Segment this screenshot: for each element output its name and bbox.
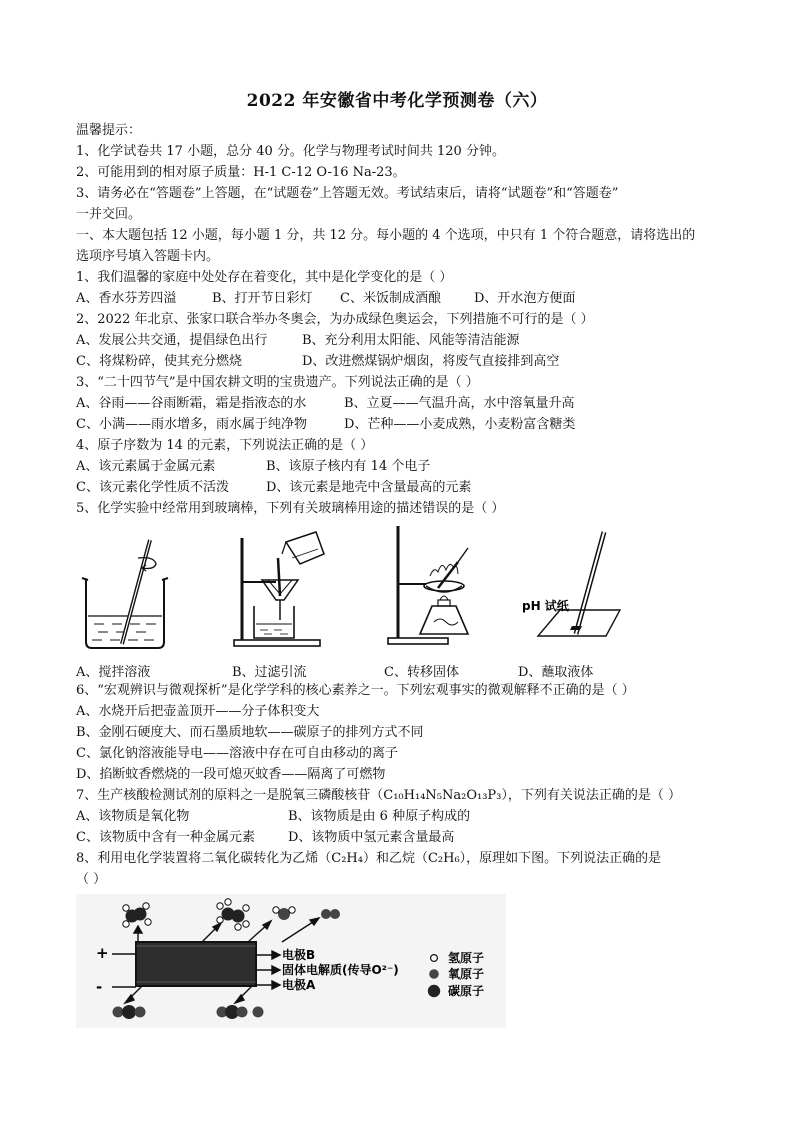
q6-option-b: B、金刚石硬度大、而石墨质地软——碳原子的排列方式不同 [76,725,424,740]
electrochemical-diagram [76,894,506,1028]
q3-option-a: A、谷雨——谷雨断霜，霜是指液态的水 [76,396,307,411]
question-2-stem: 2、2022 年北京、张家口联合举办冬奥会，为办成绿色奥运会，下列措施不可行的是（ ） [76,312,594,327]
carbon-dioxide-molecule [113,1005,146,1019]
q1-option-a: A、香水芬芳四溢 [76,291,177,306]
q4-option-a: A、该元素属于金属元素 [76,459,216,474]
page-title: 2022 年安徽省中考化学预测卷（六） [246,91,548,111]
legend-oxygen: 氧原子 [448,967,485,981]
q1-option-d: D、开水泡方便面 [474,291,576,306]
question-6-stem: 6、“宏观辨识与微观探析”是化学学科的核心素养之一。下列宏观事实的微观解释不正确的是（ ） [76,683,635,698]
q5-option-a: A、搅拌溶液 [76,665,151,680]
tips-item: 一并交回。 [76,207,142,222]
q7-option-c: C、该物质中含有一种金属元素 [76,830,255,845]
q6-option-d: D、掐断蚊香燃烧的一段可熄灭蚊香——隔离了可燃物 [76,767,386,782]
q1-option-b: B、打开节日彩灯 [212,291,313,306]
q7-option-a: A、该物质是氧化物 [76,809,190,824]
question-8-stem: 8、利用电化学装置将二氧化碳转化为乙烯（C₂H₄）和乙烷（C₂H₆），原理如下图。下列说法正确的是 [76,851,662,866]
stirring-figure [82,532,182,650]
q2-option-b: B、充分利用太阳能、风能等清洁能源 [302,333,520,348]
carbon-dioxide-molecule [217,1005,248,1019]
q6-option-c: C、氯化钠溶液能导电——溶液中存在可自由移动的离子 [76,746,398,761]
q2-option-a: A、发展公共交通，提倡绿色出行 [76,333,268,348]
q4-option-d: D、该元素是地壳中含量最高的元素 [266,480,472,495]
q7-option-b: B、该物质是由 6 种原子构成的 [288,809,471,824]
q5-option-c: C、转移固体 [384,665,459,680]
question-7-stem: 7、生产核酸检测试剂的原料之一是脱氧三磷酸核苷（C₁₀H₁₄N₅Na₂O₁₃P₃），下列有关说法正确的是（ ） [76,788,681,803]
electrolyte-label: 固体电解质(传导O²⁻) [282,963,399,977]
tips-header: 温馨提示： [76,123,142,138]
evaporation-figure [386,522,486,646]
q2-option-d: D、改进燃煤锅炉烟囱，将废气直接排到高空 [302,354,560,369]
q7-option-d: D、该物质中氢元素含量最高 [288,830,455,845]
section-instruction: 一、本大题包括 12 小题，每小题 1 分，共 12 分。每小题的 4 个选项，中只有 1 个符合题意，请将选出的 [76,228,696,243]
question-1-stem: 1、我们温馨的家庭中处处存在着变化，其中是化学变化的是（ ） [76,270,453,285]
ph-paper-label: pH 试纸 [522,599,569,613]
oxygen-atom [253,1007,264,1018]
question-5-stem: 5、化学实验中经常用到玻璃棒，下列有关玻璃棒用途的描述错误的是（ ） [76,501,505,516]
q8-answer-blank: （ ） [76,872,107,887]
q5-option-b: B、过滤引流 [232,665,307,680]
tips-item: 3、请务必在“答题卷”上答题，在“试题卷”上答题无效。考试结束后，请将“试题卷”和“答题卷” [76,186,619,201]
electrode-b-label: 电极B [282,948,316,962]
question-4-stem: 4、原子序数为 14 的元素，下列说法正确的是（ ） [76,438,374,453]
legend-hydrogen: 氢原子 [448,951,485,965]
electrode-a-label: 电极A [282,978,316,992]
q2-option-c: C、将煤粉碎，使其充分燃烧 [76,354,242,369]
q6-option-a: A、水烧开后把壶盖顶开——分子体积变大 [76,704,320,719]
positive-terminal: + [96,944,109,962]
q3-option-b: B、立夏——气温升高，水中溶氧量升高 [344,396,575,411]
question-3-stem: 3、“二十四节气”是中国农耕文明的宝贵遗产。下列说法正确的是（ ） [76,375,479,390]
legend-carbon: 碳原子 [448,984,485,998]
oxygen-atom-icon [429,969,439,979]
q4-option-c: C、该元素化学性质不活泼 [76,480,229,495]
q3-option-d: D、芒种——小麦成熟，小麦粉富含糖类 [344,417,576,432]
negative-terminal: - [96,978,103,996]
q1-option-c: C、米饭制成酒酿 [340,291,441,306]
section-instruction: 选项序号填入答题卡内。 [76,249,220,264]
ph-test-figure [520,530,640,650]
filtration-figure [228,528,338,648]
tips-item: 2、可能用到的相对原子质量：H-1 C-12 O-16 Na-23。 [76,165,406,180]
hydrogen-atom-icon [431,955,438,962]
carbon-atom-icon [428,985,440,997]
q4-option-b: B、该原子核内有 14 个电子 [266,459,431,474]
q3-option-c: C、小满——雨水增多，雨水属于纯净物 [76,417,307,432]
q5-option-d: D、蘸取液体 [518,665,594,680]
tips-item: 1、化学试卷共 17 小题，总分 40 分。化学与物理考试时间共 120 分钟。 [76,144,505,159]
